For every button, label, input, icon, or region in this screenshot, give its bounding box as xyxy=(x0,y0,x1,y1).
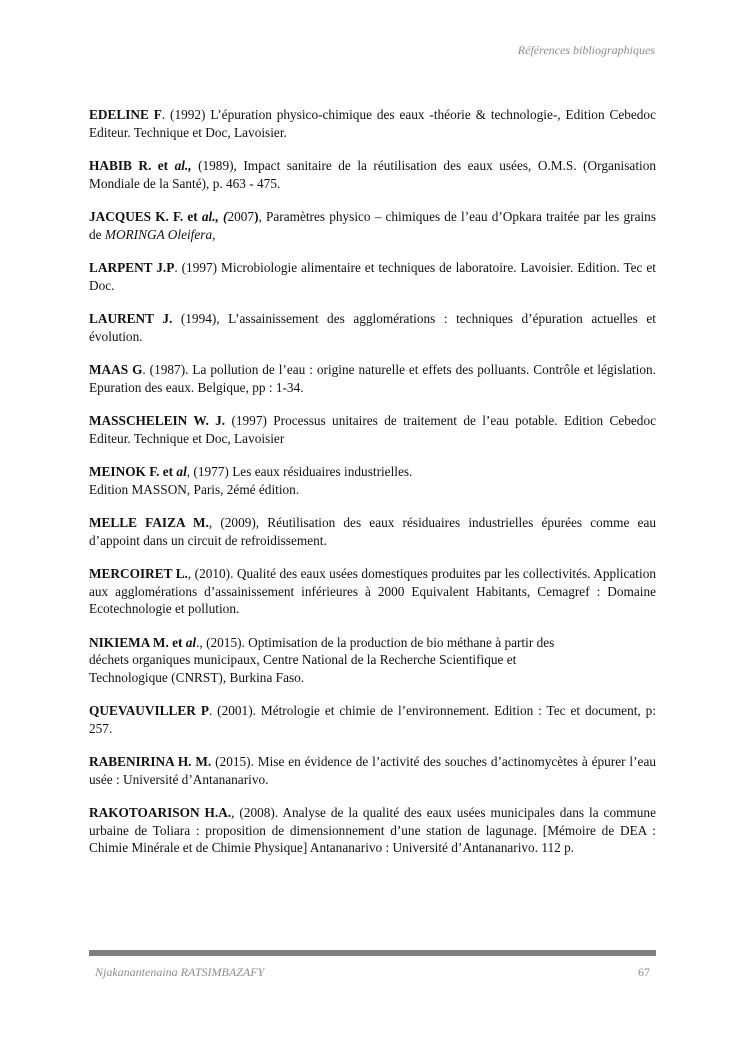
reference-author: RABENIRINA H. M. xyxy=(89,754,212,769)
reference-text-line2: déchets organiques municipaux, Centre National de la Recherche Scientifique et xyxy=(89,652,517,667)
reference-author: MELLE FAIZA M. xyxy=(89,515,209,530)
reference-entry xyxy=(89,463,656,498)
reference-entry xyxy=(89,412,656,447)
reference-text: , Paramètres physico – chimiques de l’eau d’Opkara traitée par les grains de xyxy=(89,209,656,242)
reference-text: . (1997) Microbiologie alimentaire et techniques de laboratoire. Lavoisier. Edition. Tec et Doc. xyxy=(89,260,656,293)
reference-text: , (2010). Qualité des eaux usées domestiques produites par les collectivités. Application aux agglomérations d’assainissement inférieures à 2000 Equivalent Habitants, Cemagref : Domaine Ecotechnologie et pollution. xyxy=(89,566,656,616)
reference-author: LAURENT J. xyxy=(89,311,173,326)
reference-text: (1989), Impact sanitaire de la réutilisation des eaux usées, O.M.S. (Organisation Mondiale de la Santé), p. 463 - 475. xyxy=(89,158,657,191)
reference-text-line1: ., (2015). Optimisation de la production de bio méthane à partir des xyxy=(196,634,555,650)
reference-etal: al xyxy=(185,634,197,650)
reference-author: NIKIEMA M. et xyxy=(89,634,186,650)
reference-author: JACQUES K. F. et xyxy=(89,209,202,224)
reference-entry xyxy=(89,157,656,192)
reference-author: MERCOIRET L. xyxy=(89,566,188,581)
footer-author: Njakanantenaina RATSIMBAZAFY xyxy=(95,965,265,979)
reference-entry xyxy=(89,565,656,618)
running-header: Références bibliographiques xyxy=(517,43,655,57)
reference-author: MEINOK F. et xyxy=(89,464,177,479)
page-number: 67 xyxy=(638,965,650,979)
reference-etal: al xyxy=(176,464,187,479)
reference-text-line2: Edition MASSON, Paris, 2émé édition. xyxy=(89,481,300,497)
footer-divider xyxy=(89,950,656,956)
reference-entry xyxy=(89,753,656,788)
reference-text: . (1987). La pollution de l’eau : origine naturelle et effets des polluants. Contrôle et législation. Epuration des eaux. Belgique, pp : 1-34. xyxy=(89,362,656,395)
reference-year: 2007 xyxy=(227,209,255,224)
reference-text-line1: , (1977) Les eaux résiduaires industrielles. xyxy=(186,464,413,479)
reference-text: . (1992) L’épuration physico-chimique des eaux -théorie & technologie-, Edition Cebedoc Editeur. Technique et Doc, Lavoisier. xyxy=(89,107,656,140)
reference-text: (1994), L’assainissement des agglomérations : techniques d’épuration actuelles et évolution. xyxy=(89,311,656,344)
reference-italic-title: MORINGA Oleifera xyxy=(104,226,213,242)
reference-text-end: , xyxy=(212,226,216,242)
reference-text: , (2009), Réutilisation des eaux résiduaires industrielles épurées comme eau d’appoint dans un circuit de refroidissement. xyxy=(89,515,656,548)
reference-entry xyxy=(89,514,656,549)
reference-text-line3: Technologique (CNRST), Burkina Faso. xyxy=(89,669,305,685)
reference-etal: al., ( xyxy=(201,209,228,224)
reference-author: LARPENT J.P xyxy=(89,260,175,275)
reference-author: HABIB R. et xyxy=(89,158,175,173)
reference-entry xyxy=(89,208,656,243)
reference-list xyxy=(89,106,656,873)
reference-entry xyxy=(89,361,656,396)
reference-paren: ) xyxy=(254,209,259,224)
reference-text: . (2001). Métrologie et chimie de l’environnement. Edition : Tec et document, p: 257. xyxy=(89,703,656,736)
reference-text: , (2008). Analyse de la qualité des eaux usées municipales dans la commune urbaine de Toliara : proposition de dimensionnement d’une station de lagunage. [Mémoire de DEA : Chimie Minérale et de Chimie Physique] Antananarivo : Université d’Antananarivo. 112 p. xyxy=(89,805,656,855)
reference-author: MAAS G xyxy=(89,362,143,377)
reference-entry xyxy=(89,634,656,687)
reference-text: (1997) Processus unitaires de traitement de l’eau potable. Edition Cebedoc Editeur. Technique et Doc, Lavoisier xyxy=(89,413,656,446)
reference-author: EDELINE F xyxy=(89,107,162,122)
reference-entry xyxy=(89,106,656,141)
reference-entry xyxy=(89,259,656,294)
reference-etal: al., xyxy=(174,158,192,173)
reference-entry xyxy=(89,702,656,737)
reference-entry xyxy=(89,310,656,345)
reference-author: RAKOTOARISON H.A. xyxy=(89,805,232,820)
reference-author: QUEVAUVILLER P xyxy=(89,703,209,718)
reference-entry xyxy=(89,804,656,857)
reference-author: MASSCHELEIN W. J. xyxy=(89,413,226,428)
reference-text: (2015). Mise en évidence de l’activité des souches d’actinomycètes à épurer l’eau usée : Université d’Antananarivo. xyxy=(89,754,656,787)
